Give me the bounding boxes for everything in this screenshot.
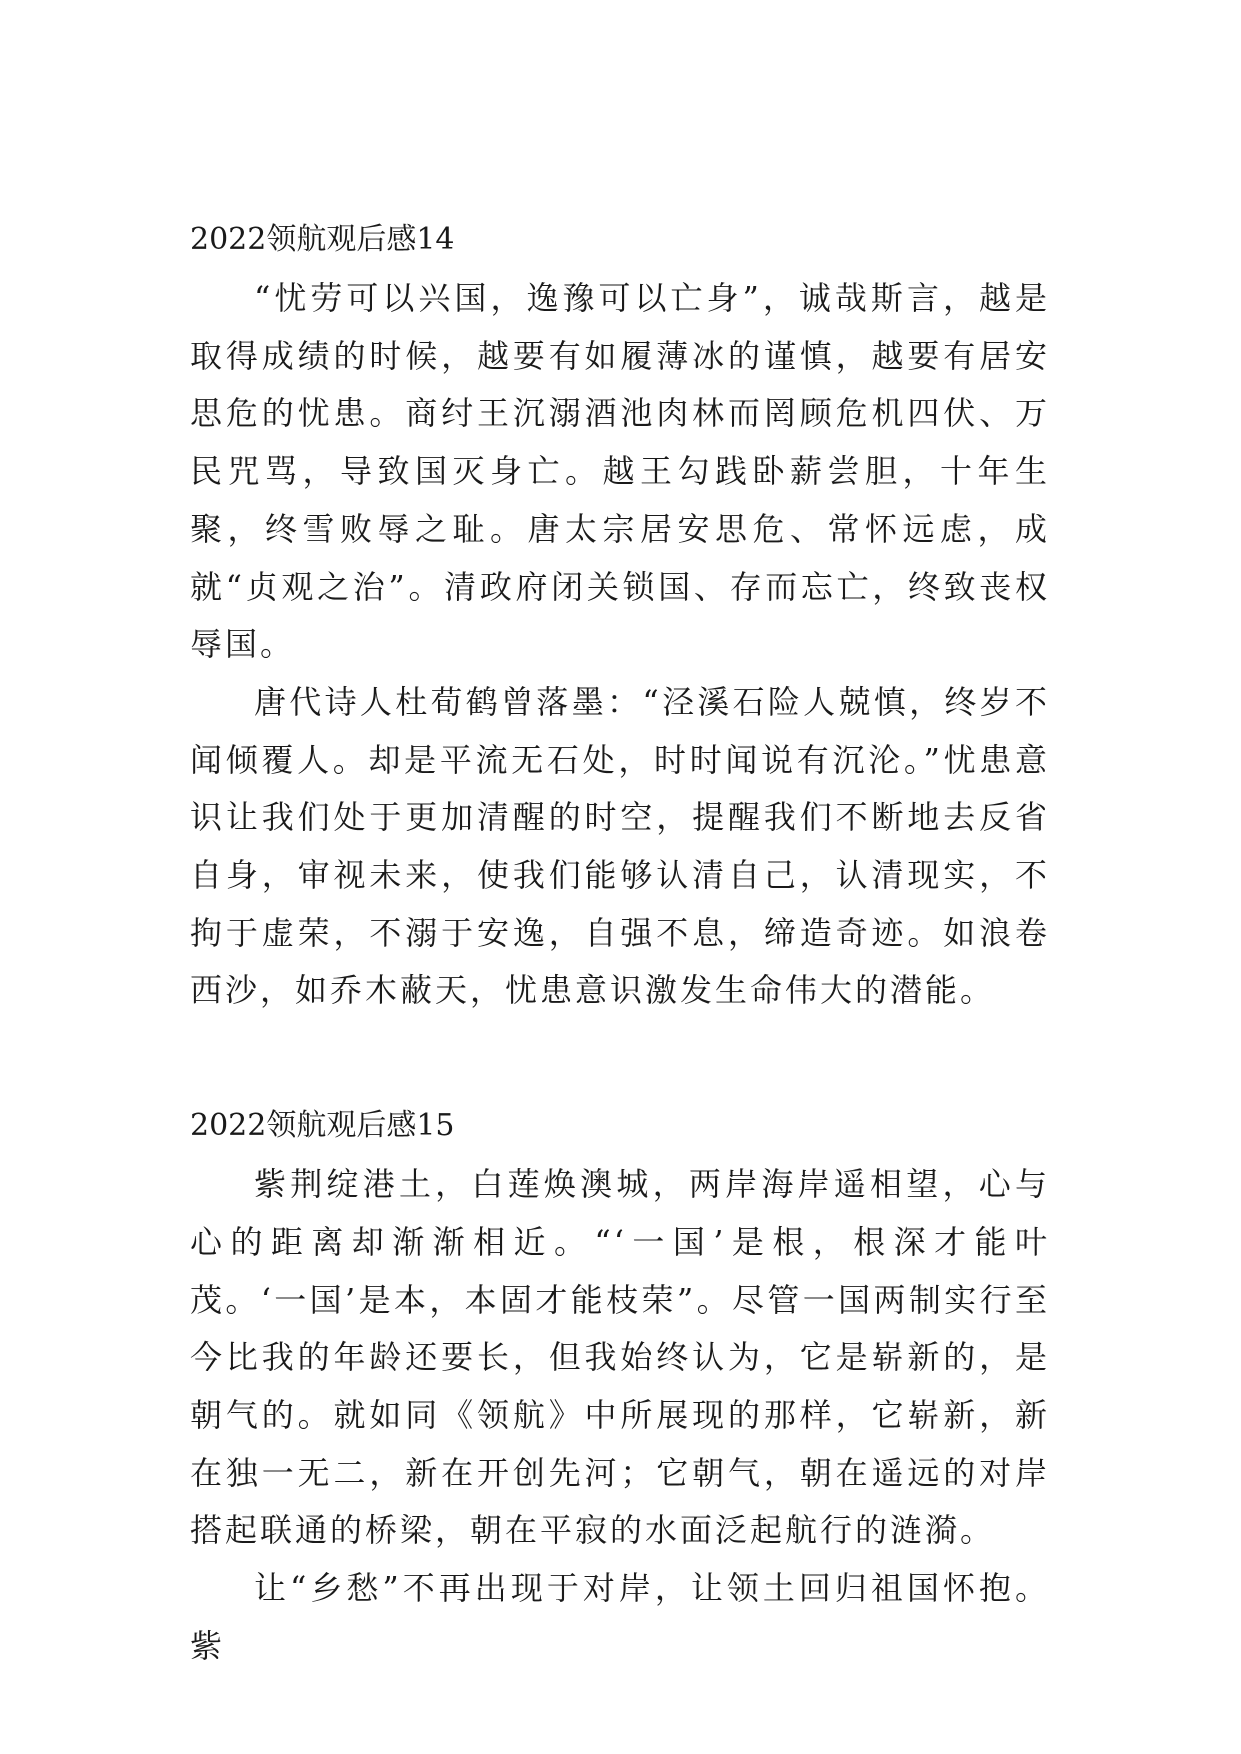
paragraph: 唐代诗人杜荀鹤曾落墨：“泾溪石险人兢慎，终岁不闻倾覆人。却是平流无石处，时时闻说有沉沦。”忧患意识让我们处于更加清醒的时空，提醒我们不断地去反省自身，审视未来，使我们能够认清自己，认清现实，不拘于虚荣，不溺于安逸，自强不息，缔造奇迹。如浪卷西沙，如乔木蔽天，忧患意识激发生命伟大的潜能。 [190,682,1050,1010]
section-heading: 2022领航观后感14 [190,222,455,257]
paragraph: “忧劳可以兴国，逸豫可以亡身”，诚哉斯言，越是取得成绩的时候，越要有如履薄冰的谨慎，越要有居安思危的忧患。商纣王沉溺酒池肉林而罔顾危机四伏、万民咒骂，导致国灭身亡。越王勾践卧薪尝胆，十年生聚，终雪败辱之耻。唐太宗居安思危、常怀远虑，成就“贞观之治”。清政府闭关锁国、存而忘亡，终致丧权辱国。 [190,279,1050,664]
section-heading: 2022领航观后感15 [190,1108,455,1144]
section-15 [190,1096,1050,1675]
paragraph: 让“乡愁”不再出现于对岸，让领土回归祖国怀抱。紫 [190,1569,1050,1665]
section-14 [190,210,1050,1020]
section-spacer [190,1020,1050,1096]
document-body [190,210,1050,1675]
paragraph: 紫荆绽港土，白莲焕澳城，两岸海岸遥相望，心与心的距离却渐渐相近。“‘一国’是根，根深才能叶茂。‘一国’是本，本固才能枝荣”。尽管一国两制实行至今比我的年龄还要长，但我始终认为，它是崭新的，是朝气的。就如同《领航》中所展现的那样，它崭新，新在独一无二，新在开创先河；它朝气，朝在遥远的对岸搭起联通的桥梁，朝在平寂的水面泛起航行的涟漪。 [190,1165,1050,1550]
